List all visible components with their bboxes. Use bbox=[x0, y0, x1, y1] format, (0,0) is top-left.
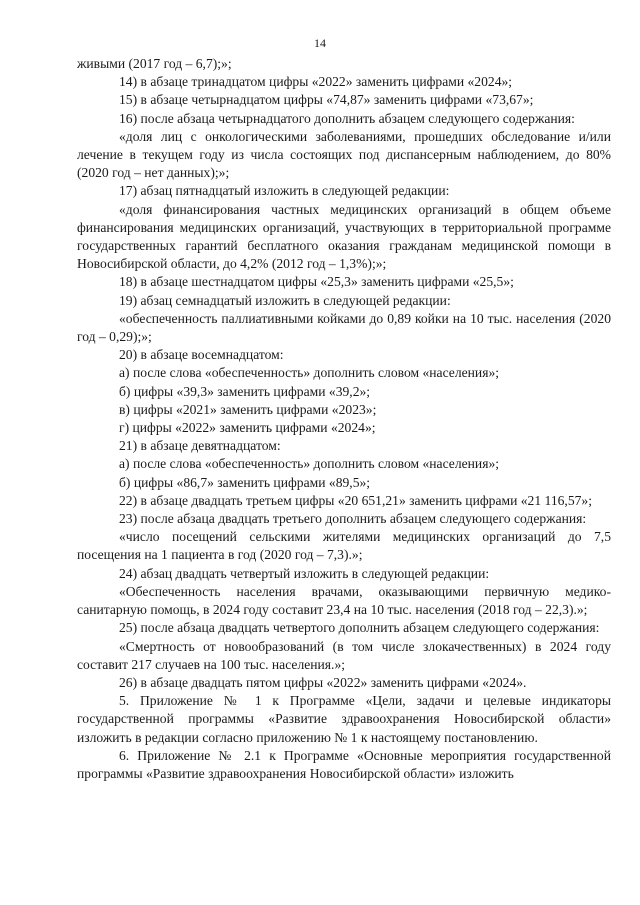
paragraph-subitem-21a: а) после слова «обеспеченность» дополнить словом «населения»; bbox=[119, 456, 500, 472]
paragraph-item-23: 23) после абзаца двадцать третьего дополнить абзацем следующего содержания: bbox=[119, 511, 587, 527]
paragraph-subitem-20d: г) цифры «2022» заменить цифрами «2024»; bbox=[119, 420, 376, 436]
paragraph-subitem-20b: б) цифры «39,3» заменить цифрами «39,2»; bbox=[119, 383, 371, 399]
paragraph-quote-mortality: «Смертность от новообразований (в том числе злокачественных) в 2024 году составит 217 случаев на 100 тыс. населения.»; bbox=[77, 638, 611, 672]
paragraph-continuation: живыми (2017 год – 6,7);»; bbox=[77, 56, 232, 71]
paragraph-quote-oncology: «доля лиц с онкологическими заболеваниями, прошедших обследование и/или лечение в текущем году из числа состоящих под диспансерным наблюдением, до 80% (2020 год – нет данных);»; bbox=[77, 128, 611, 181]
paragraph-quote-rural-visits: «число посещений сельскими жителями медицинских организаций до 7,5 посещения на 1 пациента в год (2020 год – 7,3).»; bbox=[77, 529, 611, 563]
paragraph-subitem-21b: б) цифры «86,7» заменить цифрами «89,5»; bbox=[119, 474, 371, 490]
paragraph-section-6: 6. Приложение № 2.1 к Программе «Основные мероприятия государственной программы «Развитие здравоохранения Новосибирской области» изложить bbox=[77, 747, 611, 781]
page-number: 14 bbox=[314, 36, 326, 50]
paragraph-quote-doctors: «Обеспеченность населения врачами, оказывающими первичную медико-санитарную помощь, в 2024 году составит 23,4 на 10 тыс. населения (2018 год – 22,3).»; bbox=[77, 583, 611, 618]
paragraph-item-20: 20) в абзаце восемнадцатом: bbox=[119, 347, 284, 363]
paragraph-item-22: 22) в абзаце двадцать третьем цифры «20 651,21» заменить цифрами «21 116,57»; bbox=[119, 492, 592, 508]
paragraph-quote-private-financing: «доля финансирования частных медицинских организаций в общем объеме финансирования медицинских организаций, участвующих в территориальной программе государственных гарантий бесплатного оказания гражданам медицинской помощи в Новосибирской области, до 4,2% (2012 год – 1,3%);»; bbox=[77, 201, 611, 272]
paragraph-item-24: 24) абзац двадцать четвертый изложить в следующей редакции: bbox=[119, 565, 490, 581]
paragraph-quote-palliative-beds: «обеспеченность паллиативными койками до 0,89 койки на 10 тыс. населения (2020 год – 0,29);»; bbox=[77, 310, 611, 345]
paragraph-item-26: 26) в абзаце двадцать пятом цифры «2022» заменить цифрами «2024». bbox=[119, 674, 527, 690]
paragraph-item-19: 19) абзац семнадцатый изложить в следующей редакции: bbox=[119, 292, 451, 308]
paragraph-item-18: 18) в абзаце шестнадцатом цифры «25,3» заменить цифрами «25,5»; bbox=[119, 274, 514, 290]
paragraph-item-14: 14) в абзаце тринадцатом цифры «2022» заменить цифрами «2024»; bbox=[119, 74, 513, 90]
paragraph-subitem-20c: в) цифры «2021» заменить цифрами «2023»; bbox=[119, 401, 377, 417]
paragraph-item-16: 16) после абзаца четырнадцатого дополнить абзацем следующего содержания: bbox=[119, 110, 575, 126]
paragraph-section-5: 5. Приложение № 1 к Программе «Цели, задачи и целевые индикаторы государственной программы «Развитие здравоохранения Новосибирской области» изложить в редакции согласно приложению № 1 к настоящему постановлению. bbox=[77, 693, 611, 745]
paragraph-item-21: 21) в абзаце девятнадцатом: bbox=[119, 438, 281, 454]
paragraph-item-15: 15) в абзаце четырнадцатом цифры «74,87» заменить цифрами «73,67»; bbox=[119, 92, 534, 108]
paragraph-item-25: 25) после абзаца двадцать четвертого дополнить абзацем следующего содержания: bbox=[119, 620, 600, 636]
paragraph-item-17: 17) абзац пятнадцатый изложить в следующей редакции: bbox=[119, 183, 450, 199]
paragraph-subitem-20a: а) после слова «обеспеченность» дополнить словом «населения»; bbox=[119, 365, 500, 381]
document-body bbox=[77, 55, 611, 783]
